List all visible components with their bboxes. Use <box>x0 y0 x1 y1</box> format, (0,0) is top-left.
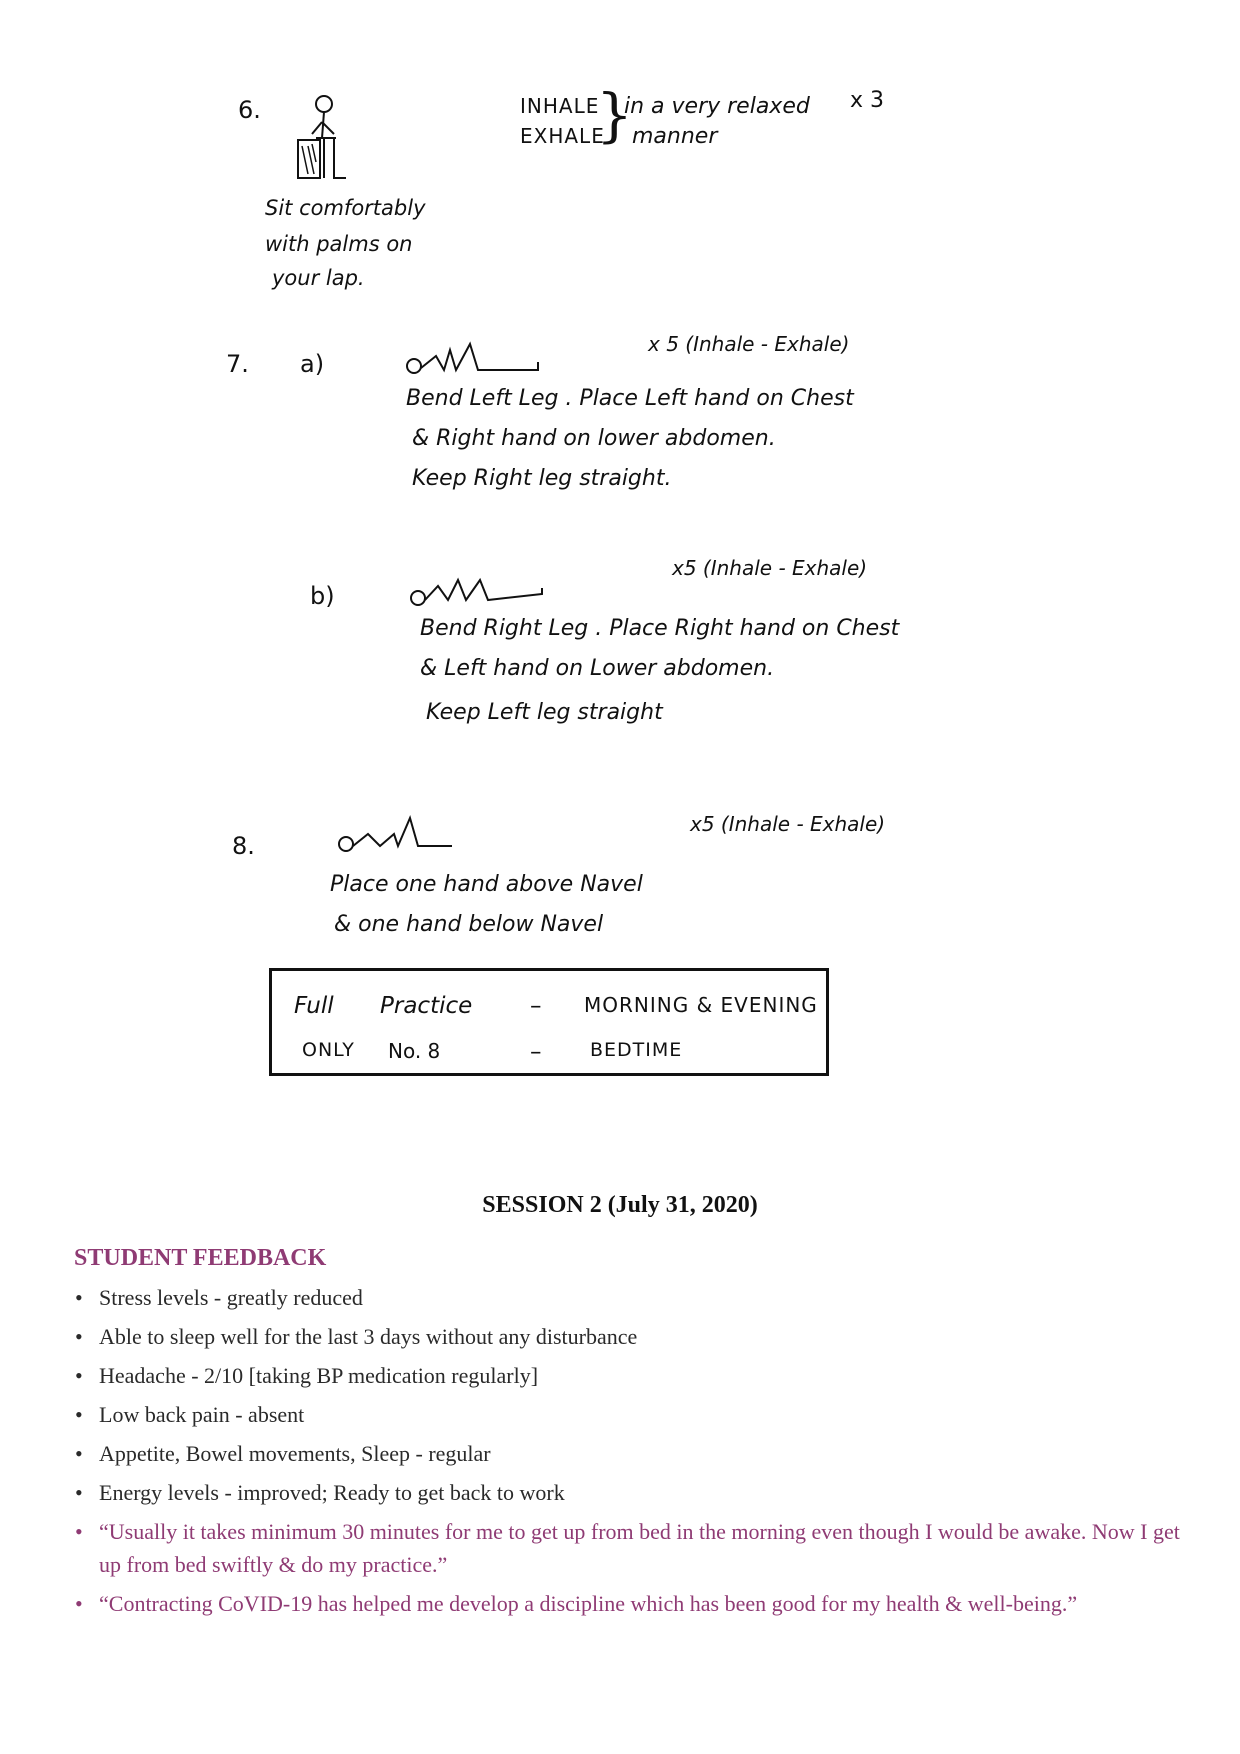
step-7b-label: b) <box>310 582 335 610</box>
schedule-row2-right: BEDTIME <box>590 1039 683 1061</box>
feedback-quote: • “Contracting CoVID-19 has helped me develop a discipline which has been good for my health & well-being.” <box>74 1587 1184 1620</box>
step-7a-line-1: Bend Left Leg . Place Left hand on Chest <box>406 386 854 411</box>
step-7b-repeat: x5 (Inhale - Exhale) <box>672 556 868 580</box>
schedule-row1-mid: Practice <box>380 993 473 1019</box>
schedule-row1-left: Full <box>294 993 334 1019</box>
step-7-number: 7. <box>226 350 249 378</box>
feedback-item: • Able to sleep well for the last 3 days without any disturbance <box>74 1320 1184 1353</box>
step-6-repeat: x 3 <box>850 88 885 113</box>
schedule-row1-dash: – <box>530 993 542 1019</box>
feedback-item: • Stress levels - greatly reduced <box>74 1281 1184 1314</box>
feedback-quote: • “Usually it takes minimum 30 minutes for me to get up from bed in the morning even though I would be awake. Now I get up from bed swiftly & do my practice.” <box>74 1515 1184 1581</box>
step-8-line-1: Place one hand above Navel <box>330 872 643 897</box>
schedule-row1-right: MORNING & EVENING <box>584 993 818 1017</box>
session-heading: SESSION 2 (July 31, 2020) <box>482 1192 758 1218</box>
step-7a-line-3: Keep Right leg straight. <box>412 466 672 491</box>
feedback-item: • Energy levels - improved; Ready to get back to work <box>74 1476 1184 1509</box>
lying-bent-left-leg-sketch <box>404 336 544 376</box>
step-6-number: 6. <box>238 96 261 124</box>
feedback-item: • Headache - 2/10 [taking BP medication regularly] <box>74 1359 1184 1392</box>
step-7b-line-2: & Left hand on Lower abdomen. <box>420 656 775 681</box>
feedback-title: STUDENT FEEDBACK <box>74 1245 327 1271</box>
feedback-list <box>74 1281 1184 1626</box>
schedule-row2-left: ONLY <box>302 1039 355 1061</box>
manner-line-2: manner <box>632 124 718 149</box>
manner-line-1: in a very relaxed <box>624 94 810 119</box>
step-7a-label: a) <box>300 350 325 378</box>
step-7b-line-1: Bend Right Leg . Place Right hand on Chest <box>420 616 900 641</box>
step-6-note-line-3: your lap. <box>272 266 365 290</box>
step-7b-line-3: Keep Left leg straight <box>426 700 663 725</box>
step-8-number: 8. <box>232 832 255 860</box>
feedback-item: • Low back pain - absent <box>74 1398 1184 1431</box>
schedule-row2-dash: – <box>530 1039 542 1065</box>
seated-figure-sketch <box>286 92 356 188</box>
step-8-line-2: & one hand below Navel <box>334 912 604 937</box>
schedule-row2-mid: No. 8 <box>388 1039 441 1063</box>
step-7a-repeat: x 5 (Inhale - Exhale) <box>648 332 850 356</box>
step-7a-line-2: & Right hand on lower abdomen. <box>412 426 776 451</box>
step-6-note-line-2: with palms on <box>265 232 413 256</box>
inhale-label: INHALE <box>520 94 600 118</box>
step-8-repeat: x5 (Inhale - Exhale) <box>690 812 886 836</box>
lying-both-knees-bent-sketch <box>336 810 456 856</box>
lying-bent-right-leg-sketch <box>408 570 548 608</box>
step-6-note-line-1: Sit comfortably <box>265 196 426 220</box>
brace-symbol: } <box>596 81 633 149</box>
exhale-label: EXHALE <box>520 124 605 148</box>
practice-schedule-box <box>269 968 829 1076</box>
feedback-item: • Appetite, Bowel movements, Sleep - regular <box>74 1437 1184 1470</box>
